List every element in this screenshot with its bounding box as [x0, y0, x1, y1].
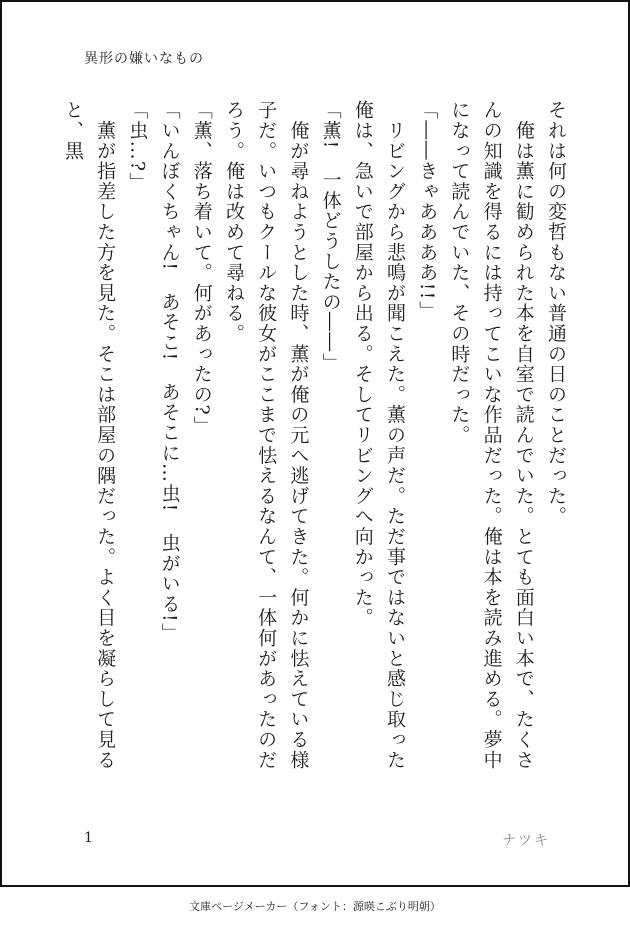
paragraph: 「虫…?」 — [126, 100, 149, 193]
running-title: 異形の嫌いなもの — [84, 51, 204, 67]
paragraph: 薫が指差した方を見た。そこは部屋の隅だった。よく目を凝らして見ると、黒 — [61, 100, 117, 770]
paragraph: リビングから悲鳴が聞こえた。薫の声だ。ただ事ではないと感じ取った俺は、急いで部屋から出る。そしてリビングへ向かった。 — [351, 100, 406, 770]
page-number: 1 — [84, 830, 93, 846]
paragraph: 俺が尋ねようとした時、薫が俺の元へ逃げてきた。何かに怯えている様子だ。いつもクールな彼女がここまで怯えるなんて、一体何があったのだろう。俺は改めて尋ねる。 — [222, 100, 310, 770]
author-name: ナツキ — [502, 833, 550, 849]
generator-credit: 文庫ページメーカー（フォント：源暎こぶり明朝） — [189, 900, 441, 913]
paragraph: 「――きゃああああ!!」 — [416, 100, 439, 321]
paragraph: 「薫! 一体どうしたの――」 — [319, 100, 342, 373]
paragraph: 俺は薫に勧められた本を自室で読んでいた。とても面白い本で、たくさんの知識を得るには持ってこいな作品だった。俺は本を読み進める。夢中になって読んでいた、その時だった。 — [448, 100, 535, 770]
paragraph: それは何の変哲もない普通の日のことだった。 — [545, 100, 567, 527]
paragraph: 「いんぼくちゃん! あそこ! あそこに…虫! 虫がいる!」 — [158, 100, 181, 644]
paragraph: 「薫、落ち着いて。何があったの?」 — [190, 100, 213, 437]
body-text — [61, 100, 572, 790]
